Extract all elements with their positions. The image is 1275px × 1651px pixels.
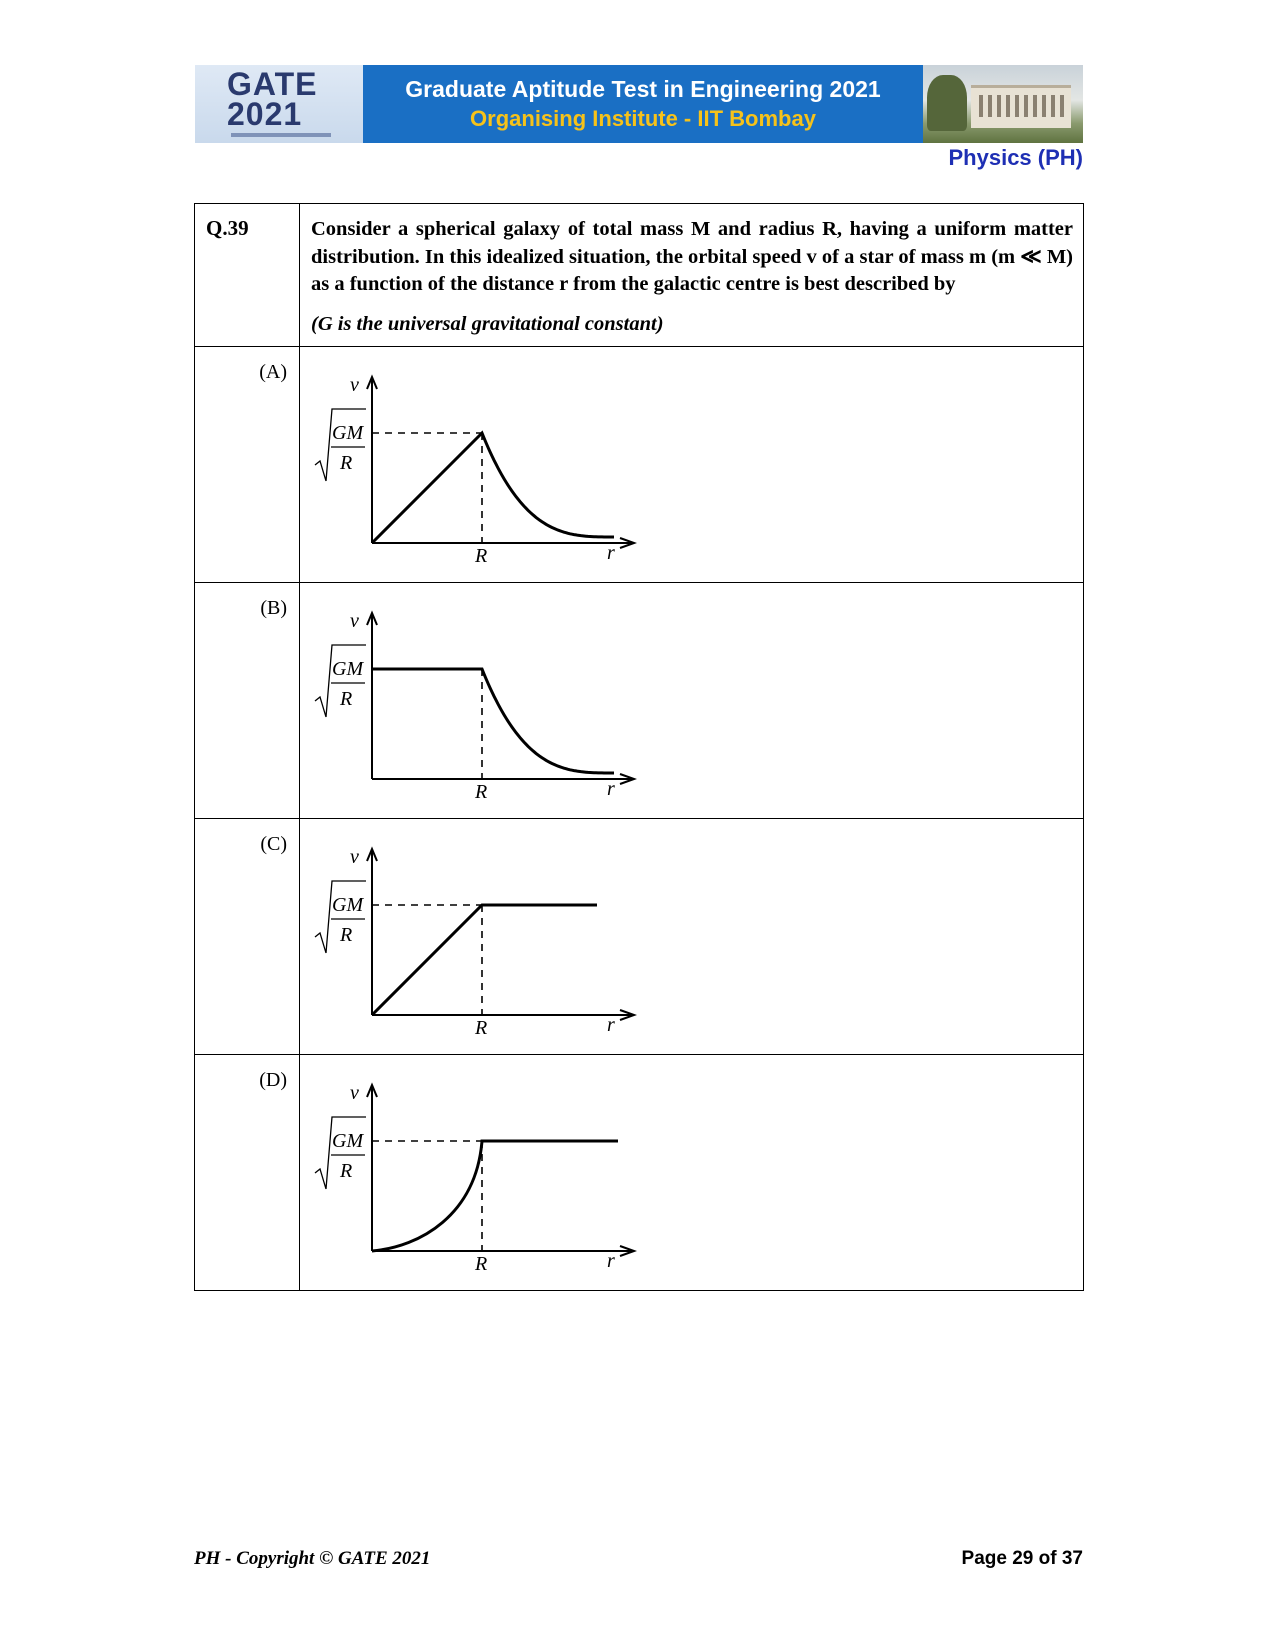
footer-page-number: Page 29 of 37 (961, 1548, 1083, 1569)
y-tick-numerator: GM (332, 657, 364, 680)
gate-logo (195, 65, 363, 143)
x-tick-label-R: R (475, 780, 488, 803)
speed-curve (372, 1141, 618, 1251)
y-tick-denominator: R (340, 923, 353, 946)
y-tick-denominator: R (340, 1159, 353, 1182)
question-table (194, 203, 1084, 1291)
option-label: (A) (259, 360, 287, 383)
footer-copyright: PH - Copyright © GATE 2021 (194, 1548, 431, 1569)
option-row-d (195, 1054, 1084, 1290)
logo-word: GATE (227, 66, 318, 102)
speed-curve (372, 433, 614, 543)
speed-curve (372, 669, 614, 773)
y-tick-numerator: GM (332, 421, 364, 444)
y-axis-label: v (350, 609, 359, 632)
y-tick-numerator: GM (332, 1129, 364, 1152)
tree-shape (927, 75, 967, 131)
option-graph-a (310, 357, 670, 572)
banner-subtitle: Organising Institute - IIT Bombay (470, 106, 816, 131)
building-windows (979, 95, 1065, 117)
x-tick-label-R: R (475, 544, 488, 567)
y-axis-label: v (350, 1081, 359, 1104)
x-tick-label-R: R (475, 1016, 488, 1039)
y-axis-label: v (350, 373, 359, 396)
option-label: (C) (260, 832, 287, 855)
y-axis-label: v (350, 845, 359, 868)
option-row-b (195, 582, 1084, 818)
option-label: (D) (259, 1068, 287, 1091)
logo-tagline-strip (231, 133, 331, 137)
speed-curve (372, 905, 597, 1015)
banner-title-block (363, 65, 923, 143)
option-row-a (195, 346, 1084, 582)
option-label: (B) (260, 596, 287, 619)
option-graph-b (310, 593, 670, 808)
header-banner (195, 65, 1083, 143)
option-graph-c (310, 829, 670, 1044)
logo-year: 2021 (227, 96, 303, 132)
question-number: Q.39 (206, 216, 249, 240)
option-row-c (195, 818, 1084, 1054)
y-tick-numerator: GM (332, 893, 364, 916)
x-axis-label: r (607, 541, 615, 564)
campus-photo (923, 65, 1083, 143)
question-row (195, 204, 1084, 347)
x-axis-label: r (607, 777, 615, 800)
question-text: Consider a spherical galaxy of total mass M and radius R, having a uniform matter distribution. In this idealized situation, the orbital speed v of a star of mass m (m ≪ M) as a function of the distance r from the galactic centre is best described by (311, 218, 1073, 295)
x-axis-label: r (607, 1013, 615, 1036)
y-tick-denominator: R (340, 451, 353, 474)
subject-label: Physics (PH) (948, 145, 1083, 170)
banner-title: Graduate Aptitude Test in Engineering 2021 (405, 76, 881, 102)
y-tick-denominator: R (340, 687, 353, 710)
x-tick-label-R: R (475, 1252, 488, 1275)
option-graph-d (310, 1065, 670, 1280)
x-axis-label: r (607, 1249, 615, 1272)
question-note: (G is the universal gravitational constant) (311, 312, 664, 335)
